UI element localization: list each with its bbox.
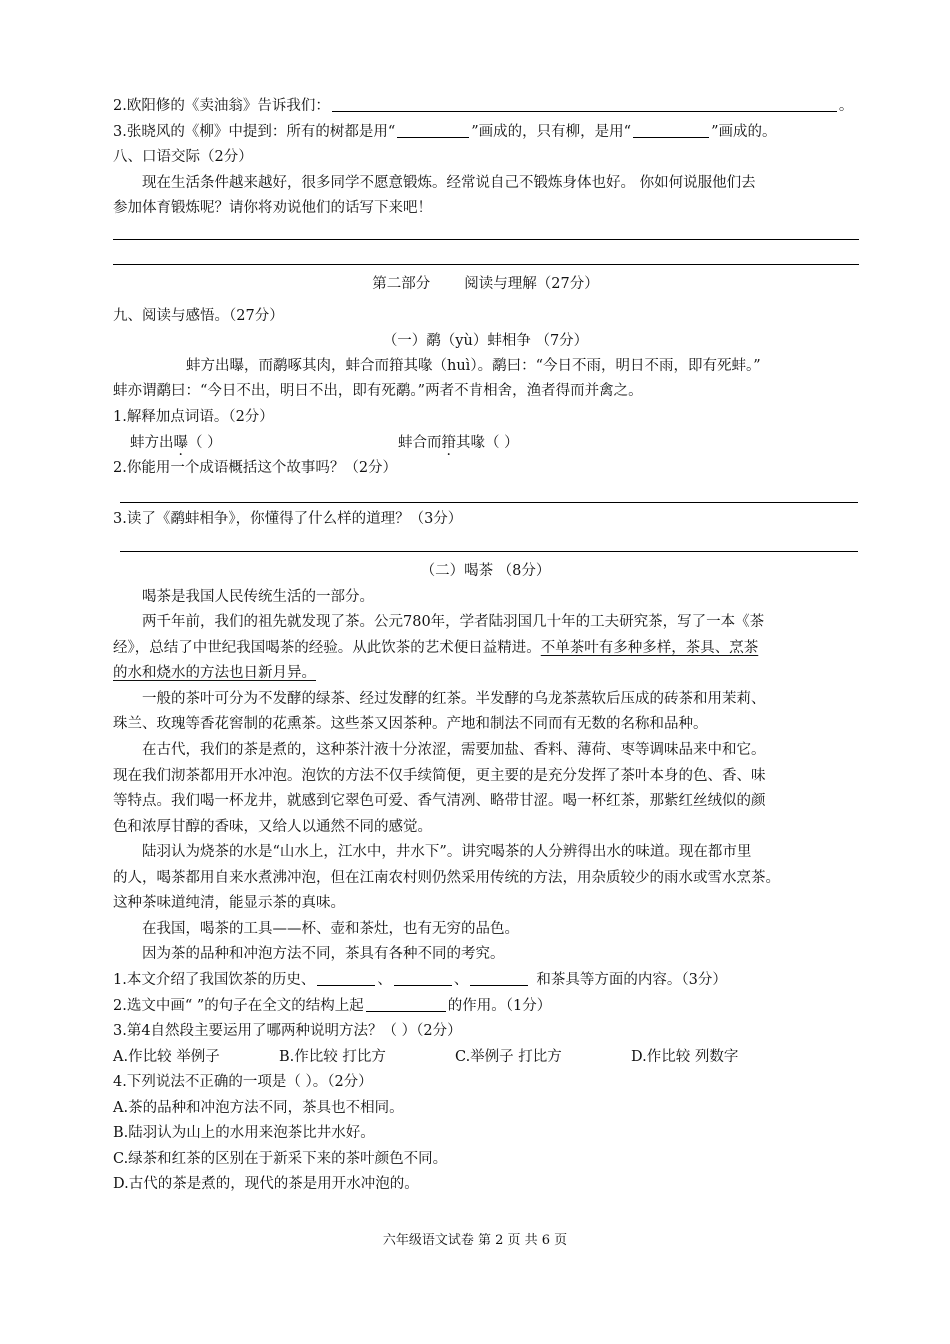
underlined-sentence: 不单茶叶有多种多样，茶具、烹茶 xyxy=(540,640,759,656)
reading-2-text: 色和浓厚甘醇的香味，又给人以通然不同的感觉。 xyxy=(113,819,432,835)
reading-1-q1: 1.解释加点词语。（2分） xyxy=(113,409,274,425)
section-8-prompt: 参加体育锻炼呢？请你将劝说他们的话写下来吧！ xyxy=(113,200,432,216)
answer-blank[interactable] xyxy=(470,971,528,986)
answer-blank[interactable] xyxy=(317,971,375,986)
reading-2-text: 经》，总结了中世纪我国喝茶的经验。从此饮茶的艺术便日益精进。不单茶叶有多种多样，茶具、烹茶 xyxy=(113,640,759,656)
option-d[interactable]: D.作比较 列数字 xyxy=(631,1049,739,1065)
reading-2-text: 在我国，喝茶的工具——杯、壶和茶灶，也有无穷的品色。 xyxy=(142,921,519,937)
reading-1-title: （一）鹬（yù）蚌相争 （7分） xyxy=(382,333,589,349)
answer-blank[interactable] xyxy=(332,97,837,112)
section-9-title: 九、阅读与感悟。（27分） xyxy=(113,308,284,324)
option-a[interactable]: A.茶的品种和冲泡方法不同，茶具也不相同。 xyxy=(113,1100,404,1116)
reading-2-q1: 1.本文介绍了我国饮茶的历史、 、 、 和茶具等方面的内容。（3分） xyxy=(113,972,727,988)
section-8-title: 八、口语交际（2分） xyxy=(113,149,253,165)
reading-2-text: 陆羽认为烧茶的水是“山水上，江水中，井水下”。讲究喝茶的人分辨得出水的味道。现在都市里 xyxy=(142,844,752,860)
answer-line[interactable] xyxy=(113,264,859,265)
option-c[interactable]: C.举例子 打比方 xyxy=(455,1049,562,1065)
reading-2-text: 喝茶是我国人民传统生活的一部分。 xyxy=(142,589,374,605)
reading-2-title: （二）喝茶 （8分） xyxy=(420,563,551,579)
reading-1-text: 蚌方出曝，而鹬啄其肉，蚌合而箝其喙（huì）。鹬曰：“今日不雨，明日不雨，即有死蚌。” xyxy=(186,358,761,374)
option-c[interactable]: C.绿茶和红茶的区别在于新采下来的茶叶颜色不同。 xyxy=(113,1151,448,1167)
reading-2-text: 这种茶味道纯清，能显示茶的真味。 xyxy=(113,895,345,911)
page-footer: 六年级语文试卷 第 2 页 共 6 页 xyxy=(382,1233,568,1248)
reading-2-text: 两千年前，我们的祖先就发现了茶。公元780年，学者陆羽国几十年的工夫研究茶，写了一本《茶 xyxy=(142,614,765,630)
answer-line[interactable] xyxy=(113,239,859,240)
option-a[interactable]: A.作比较 举例子 xyxy=(113,1049,220,1065)
reading-1-q2: 2.你能用一个成语概括这个故事吗？（2分） xyxy=(113,460,398,476)
reading-2-text: 的人，喝茶都用自来水煮沸冲泡，但在江南农村则仍然采用传统的方法，用杂质较少的雨水或雪水烹茶。 xyxy=(113,870,780,886)
reading-2-text: 一般的茶叶可分为不发酵的绿茶、经过发酵的红茶。半发酵的乌龙茶蒸软后压成的砖茶和用茉莉、 xyxy=(142,691,766,707)
answer-blank[interactable] xyxy=(633,123,709,138)
option-b[interactable]: B.陆羽认为山上的水用来泡茶比井水好。 xyxy=(113,1125,375,1141)
reading-2-text: 现在我们沏茶都用开水冲泡。泡饮的方法不仅手续简便，更主要的是充分发挥了茶叶本身的色、香、味 xyxy=(113,768,766,784)
reading-1-q1-item-b: 蚌合而箝其喙（ ） xyxy=(398,435,519,451)
answer-blank[interactable] xyxy=(397,123,469,138)
answer-line[interactable] xyxy=(120,502,858,503)
reading-2-text: 珠兰、玫瑰等香花窖制的花熏茶。这些茶又因茶种。产地和制法不同而有无数的名称和品种。 xyxy=(113,716,708,732)
section-8-prompt: 现在生活条件越来越好，很多同学不愿意锻炼。经常说自己不锻炼身体也好。 你如何说服他们去 xyxy=(142,175,756,191)
reading-2-q2: 2.选文中画“ ”的句子在全文的结构上起 的作用。（1分） xyxy=(113,998,552,1014)
reading-2-q4: 4.下列说法不正确的一项是（ ）。（2分） xyxy=(113,1074,373,1090)
reading-2-text: 因为茶的品种和冲泡方法不同，茶具有各种不同的考究。 xyxy=(142,946,505,962)
reading-2-text xyxy=(113,663,858,683)
question-2: 2.欧阳修的《卖油翁》告诉我们： 。 xyxy=(113,98,854,114)
part-2-title: 第二部分 阅读与理解（27分） xyxy=(372,276,599,292)
reading-2-text: 等特点。我们喝一杯龙井，就感到它翠色可爱、香气清冽、略带甘涩。喝一杯红茶，那紫红丝绒似的颜 xyxy=(113,793,766,809)
answer-blank[interactable] xyxy=(366,997,446,1012)
answer-blank[interactable] xyxy=(394,971,452,986)
reading-1-q1-item-a: 蚌方出曝（ ） xyxy=(130,435,222,451)
option-d[interactable]: D.古代的茶是煮的，现代的茶是用开水冲泡的。 xyxy=(113,1176,419,1192)
reading-1-q3: 3.读了《鹬蚌相争》，你懂得了什么样的道理？（3分） xyxy=(113,511,463,527)
reading-2-q3: 3.第4自然段主要运用了哪两种说明方法？（ ）（2分） xyxy=(113,1023,462,1039)
reading-2-q3-options xyxy=(113,1047,858,1067)
option-b[interactable]: B.作比较 打比方 xyxy=(279,1049,386,1065)
question-3: 3.张晓风的《柳》中提到：所有的树都是用“ ”画成的，只有柳，是用“ ”画成的。 xyxy=(113,124,777,140)
answer-line[interactable] xyxy=(120,551,858,552)
reading-2-text: 在古代，我们的茶是煮的，这种茶汁液十分浓涩，需要加盐、香料、薄荷、枣等调味品来中和它。 xyxy=(142,742,766,758)
underlined-sentence: 的水和烧水的方法也日新月异。 xyxy=(113,665,316,681)
reading-1-text: 蚌亦谓鹬曰：“今日不出，明日不出，即有死鹬。”两者不肯相舍，渔者得而并禽之。 xyxy=(113,383,643,399)
